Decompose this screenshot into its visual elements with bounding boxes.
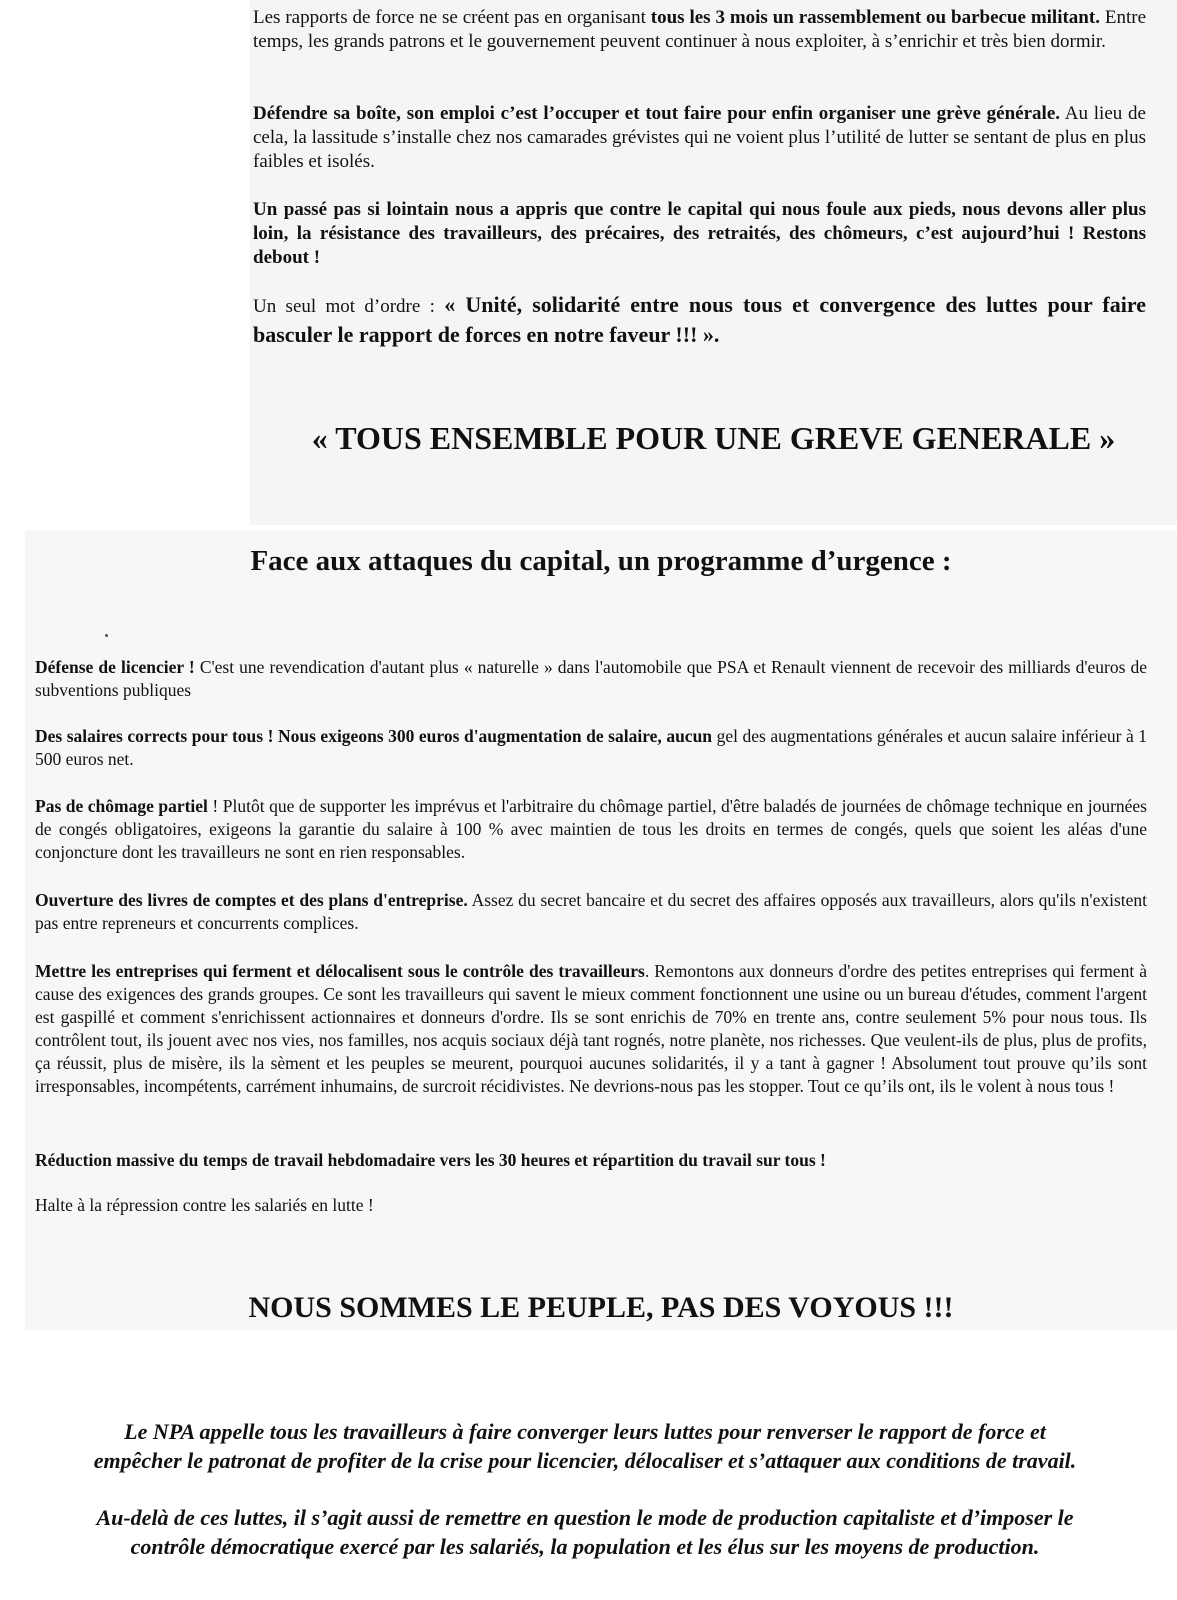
- anticapitalist-paragraph: Au-delà de ces luttes, il s’agit aussi de remettre en question le mode de production capitaliste et d’imposer le contrôle démocratique exercé par les salariés, la population et les élus sur les moyens de production.: [96, 1505, 1074, 1559]
- program-heading: Face aux attaques du capital, un programme d’urgence :: [250, 545, 952, 577]
- intro-paragraph-3: Un passé pas si lointain nous a appris que contre le capital qui nous foule aux pieds, nous devons aller plus loin, la résistance des travailleurs, des précaires, des retraités, des chômeurs, c’est aujourd’hui ! Restons debout !: [253, 199, 1146, 268]
- demand-worker-control: Mettre les entreprises qui ferment et délocalisent sous le contrôle des travailleurs. Remontons aux donneurs d'ordre des petites entreprises qui ferment à cause des exigences des grands groupes. Ce sont les travailleurs qui savent le mieux comment fonctionnent une usine ou un bureau d'études, comment l'argent est gaspillé et comment s'enrichissent actionnaires et donneurs d'ordre. Ils se sont enrichis de 70% en trente ans, contre seulement 5% pour nous tous. Ils contrôlent tout, ils jouent avec nos vies, nos familles, nos acquis sociaux déjà tant rognés, notre planète, nos richesses. Que veulent-ils de plus, plus de profits, ça réussit, plus de misère, ils la sèment et les peuples se meurent, pourquoi aucunes solidarités, il y a tant à gagner ! Absolument tout prouve qu’ils sont irresponsables, incompétents, carrément inhumains, de surcroit récidivistes. Ne devrions-nous pas les stopper. Tout ce qu’ils ont, ils le volent à nous tous !: [35, 961, 1147, 1096]
- demand-no-partial-unemployment: Pas de chômage partiel ! Plutôt que de supporter les imprévus et l'arbitraire du chômage partiel, d'être baladés de journées de chômage technique en journées de congés obligatoires, exigeons la garantie du salaire à 100 % avec maintien de tous les droits en termes de congés, quels que soient les aléas d'une conjoncture dont les travailleurs ne sont en rien responsables.: [35, 796, 1147, 862]
- watchword-paragraph: Un seul mot d’ordre : « Unité, solidarité entre nous tous et convergence des luttes pour faire basculer le rapport de forces en notre faveur !!! ».: [253, 292, 1146, 347]
- people-not-thugs-slogan: NOUS SOMMES LE PEUPLE, PAS DES VOYOUS !!!: [248, 1291, 954, 1324]
- npa-call-paragraph: Le NPA appelle tous les travailleurs à faire converger leurs luttes pour renverser le rapport de force et empêcher le patronat de profiter de la crise pour licencier, délocaliser et s’attaquer aux conditions de travail.: [93, 1419, 1077, 1473]
- intro-paragraph-1: Les rapports de force ne se créent pas en organisant tous les 3 mois un rassemblement ou barbecue militant. Entre temps, les grands patrons et le gouvernement peuvent continuer à nous exploiter, à s’enrichir et très bien dormir.: [253, 7, 1147, 52]
- demand-no-layoffs: Défense de licencier ! C'est une revendication d'autant plus « naturelle » dans l'automobile que PSA et Renault viennent de recevoir des milliards d'euros de subventions publiques: [35, 657, 1148, 700]
- demand-fair-wages: Des salaires corrects pour tous ! Nous exigeons 300 euros d'augmentation de salaire, aucun gel des augmentations générales et aucun salaire inférieur à 1 500 euros net.: [35, 726, 1147, 769]
- scan-speck: [105, 634, 108, 637]
- general-strike-slogan: « TOUS ENSEMBLE POUR UNE GREVE GENERALE »: [311, 420, 1116, 456]
- demand-open-books: Ouverture des livres de comptes et des plans d'entreprise. Assez du secret bancaire et du secret des affaires opposés aux travailleurs, alors qu'ils n'existent pas entre repreneurs et concurrents complices.: [35, 890, 1148, 933]
- intro-paragraph-2: Défendre sa boîte, son emploi c’est l’occuper et tout faire pour enfin organiser une grève générale. Au lieu de cela, la lassitude s’installe chez nos camarades grévistes qui ne voient plus l’utilité de lutter se sentant de plus en plus faibles et isolés.: [253, 103, 1146, 172]
- demand-stop-repression: Halte à la répression contre les salariés en lutte !: [35, 1195, 374, 1215]
- demand-working-time-reduction: Réduction massive du temps de travail hebdomadaire vers les 30 heures et répartition du travail sur tous !: [35, 1150, 826, 1170]
